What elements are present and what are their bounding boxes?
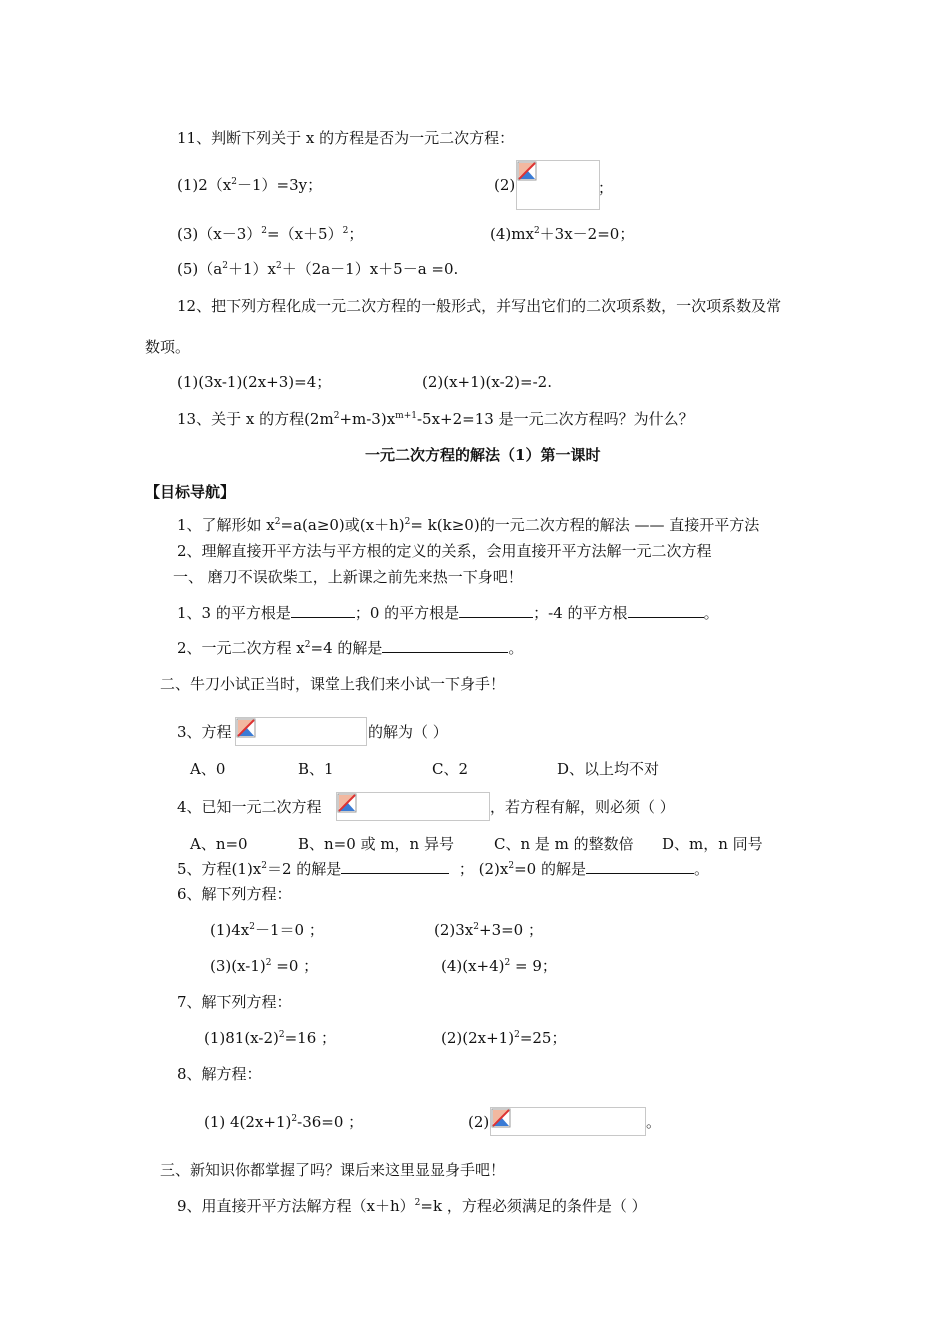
q11-title: 11、判断下列关于 x 的方程是否为一元二次方程： <box>177 129 515 147</box>
exercise-4-prefix: 4、已知一元二次方程 <box>177 798 322 816</box>
exercise-3-option-a: A、0 <box>190 760 226 778</box>
q12-line1: 12、把下列方程化成一元二次方程的一般形式，并写出它们的二次项系数，一次项系数及常 <box>177 297 782 315</box>
q11-part5: $(5)(a^2+1)x^2+(2a-1)x+5-a =0$. <box>177 260 459 278</box>
q12-part2: (2)(x+1)(x-2)=-2. <box>422 373 552 391</box>
goal-2: 2、理解直接开平方法与平方根的定义的关系，会用直接开平方法解一元二次方程 <box>177 542 712 560</box>
exercise-7-title: 7、解下列方程： <box>177 993 292 1011</box>
exercise-1: 1、3 的平方根是 ；0 的平方根是 ；-4 的平方根 。 <box>177 604 719 622</box>
exercise-6-part3: $(3)(x-1)^2 =0$ ； <box>210 957 319 975</box>
exercise-6-part2: $(2)3x^2+3=0$ ； <box>434 921 543 939</box>
exercise-8-part2-end: 。 <box>646 1113 662 1131</box>
exercise-3-suffix: 的解为（ ） <box>368 723 448 741</box>
exercise-8-title: 8、解方程： <box>177 1065 262 1083</box>
exercise-4-suffix: ，若方程有解，则必须（ ） <box>490 798 675 816</box>
exercise-9: 9、用直接开平方法解方程$(x+h)^2=k$ ，方程必须满足的条件是（ ） <box>177 1197 647 1215</box>
q11-part2-end: ； <box>598 179 614 197</box>
q11-part1: $(1)2(x^2-1)=3y$； <box>177 176 323 194</box>
q12-line2: 数项。 <box>145 338 191 356</box>
q11-equation-image <box>516 160 600 210</box>
exercise-4-option-a: A、n=0 <box>190 835 248 853</box>
exercise-3-option-c: C、2 <box>432 760 469 778</box>
goal-1: 1、了解形如 $x^2=a(a\ge 0)$或$(x+h)^2= k(k\ge 0)$的一元二次方程的解法 —— 直接开平方法 <box>177 516 760 534</box>
exercise-8-part2-label: (2) <box>468 1113 490 1131</box>
section-heading: 一元二次方程的解法（1）第一课时 <box>365 446 601 464</box>
exercise-4-option-c: C、n 是 m 的整数倍 <box>494 835 634 853</box>
exercise-4-option-b: B、n=0 或 m，n 异号 <box>298 835 454 853</box>
exercise-3-prefix: 3、方程 <box>177 723 232 741</box>
broken-image-icon <box>517 161 537 181</box>
q11-part4: $(4)mx^2+3x-2=0$； <box>490 225 635 243</box>
exercise-4-equation-image <box>336 792 490 821</box>
broken-image-icon <box>337 793 357 813</box>
section-1-title: 一、 磨刀不误砍柴工，上新课之前先来热一下身吧！ <box>173 568 523 586</box>
q12-part1: (1)(3x-1)(2x+3)=4； <box>177 373 332 391</box>
exercise-8-equation-image <box>490 1107 646 1136</box>
q11-part2-label: (2) <box>494 176 516 194</box>
exercise-8-part1: (1) $4(2x+1)^2-36=0$ ； <box>204 1113 364 1131</box>
q11-part3: $(3)(x-3)^2=(x+5)^2$； <box>177 225 364 243</box>
exercise-7-part1: $(1)81(x-2)^2=16$ ； <box>204 1029 337 1047</box>
section-2-title: 二、牛刀小试正当时，课堂上我们来小试一下身手！ <box>160 675 506 693</box>
broken-image-icon <box>491 1108 511 1128</box>
exercise-7-part2: $(2)(2x+1)^2=25$； <box>441 1029 567 1047</box>
exercise-3-option-d: D、以上均不对 <box>557 760 660 778</box>
exercise-2: 2、一元二次方程 $x^2=4$ 的解是 。 <box>177 639 524 657</box>
broken-image-icon <box>236 718 256 738</box>
exercise-4-option-d: D、m，n 同号 <box>662 835 763 853</box>
exercise-3-option-b: B、1 <box>298 760 334 778</box>
nav-title: 【目标导航】 <box>145 483 236 501</box>
exercise-5: 5、方程$(1)x^2=2$ 的解是 ； $(2)x^2=0$ 的解是 。 <box>177 860 709 878</box>
exercise-6-part4: $(4)(x+4)^2 = 9$； <box>441 957 557 975</box>
exercise-3-equation-image <box>235 717 367 746</box>
exercise-6-title: 6、解下列方程： <box>177 885 292 903</box>
section-3-title: 三、新知识你都掌握了吗？课后来这里显显身手吧！ <box>160 1161 506 1179</box>
q13-text: 13、关于 x 的方程$(2m^2+m-3)x^{m+1}-5x+2=13$ 是一元二次方程吗？为什么？ <box>177 410 694 428</box>
exercise-6-part1: $(1)4x^2-1=0$ ； <box>210 921 324 939</box>
